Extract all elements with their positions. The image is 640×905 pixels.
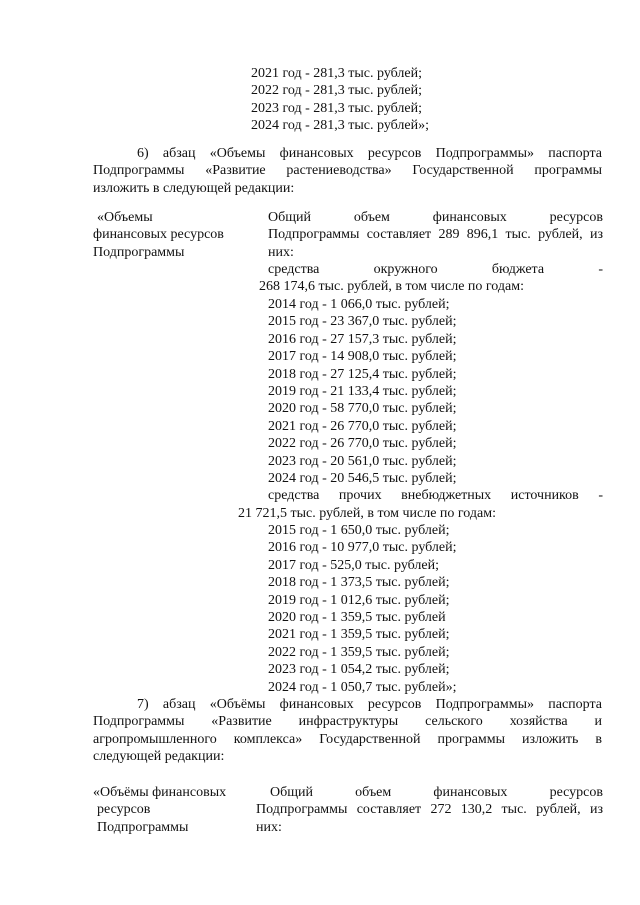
paragraph-6-line: изложить в следующей редакции:	[93, 180, 295, 196]
table-2-label-line: «Объёмы финансовых	[93, 785, 227, 800]
table-1-extra-amount	[238, 505, 603, 522]
table-1-year-line: 2017 год - 14 908,0 тыс. рублей;	[268, 349, 457, 365]
top-year-list	[251, 65, 429, 135]
table-2-intro-line: Общий объем финансовых ресурсов	[270, 785, 603, 800]
table-1-year-line: 2016 год - 10 977,0 тыс. рублей;	[268, 540, 457, 556]
table-1-year-line: 2015 год - 1 650,0 тыс. рублей;	[268, 523, 450, 538]
top-year-line: 2023 год - 281,3 тыс. рублей;	[251, 100, 423, 116]
table-1-district-line: средства окружного бюджета -	[268, 262, 603, 278]
table-1-intro-line: них:	[268, 244, 294, 260]
table-1-year-line: 2019 год - 1 012,6 тыс. рублей;	[268, 592, 450, 608]
table-2-intro-line: них:	[256, 819, 282, 835]
table-1-extra-years	[268, 522, 603, 696]
table-1-district-years	[268, 296, 603, 505]
table-1-district-line: 268 174,6 тыс. рублей, в том числе по годам:	[259, 279, 524, 294]
table-1-year-line: 2022 год - 26 770,0 тыс. рублей;	[268, 436, 457, 452]
table-1-year-line: 2016 год - 27 157,3 тыс. рублей;	[268, 331, 457, 347]
paragraph-6-line: Подпрограммы «Развитие растениеводства» Государственной программы	[93, 163, 602, 179]
table-1-intro-line: Подпрограммы составляет 289 896,1 тыс. рублей, из	[268, 227, 603, 243]
paragraph-6-line: 6) абзац «Объемы финансовых ресурсов Подпрограммы» паспорта	[137, 146, 602, 161]
table-1-year-line: 2024 год - 20 546,5 тыс. рублей;	[268, 471, 457, 487]
table-2-label-line: ресурсов	[97, 802, 151, 818]
top-year-line: 2024 год - 281,3 тыс. рублей»;	[251, 118, 430, 134]
table-1-label-cell	[93, 209, 253, 261]
table-1-district-amount	[259, 278, 605, 295]
finance-table-1	[93, 209, 603, 695]
paragraph-7	[93, 696, 602, 766]
table-1-year-line: 2018 год - 27 125,4 тыс. рублей;	[268, 366, 457, 382]
table-1-year-line: 2020 год - 58 770,0 тыс. рублей;	[268, 401, 457, 417]
table-1-year-line: 2017 год - 525,0 тыс. рублей;	[268, 557, 440, 573]
paragraph-7-line: Подпрограммы «Развитие инфраструктуры сельского хозяйства и	[93, 714, 602, 730]
table-1-label-line: финансовых ресурсов	[93, 227, 224, 243]
table-1-year-line: 2015 год - 23 367,0 тыс. рублей;	[268, 314, 457, 330]
table-2-intro-line: Подпрограммы составляет 272 130,2 тыс. рублей, из	[256, 802, 603, 818]
table-2-value-cell	[256, 784, 603, 836]
top-year-line: 2022 год - 281,3 тыс. рублей;	[251, 83, 423, 99]
table-1-year-line: 2020 год - 1 359,5 тыс. рублей	[268, 610, 446, 626]
finance-table-2	[93, 784, 603, 844]
table-1-year-line: 2022 год - 1 359,5 тыс. рублей;	[268, 644, 450, 660]
top-year-line: 2021 год - 281,3 тыс. рублей;	[251, 66, 423, 81]
table-1-extra-line: 21 721,5 тыс. рублей, в том числе по годам:	[238, 506, 496, 521]
paragraph-7-line: агропромышленного комплекса» Государственной программы изложить в	[93, 731, 602, 747]
table-2-label-cell	[93, 784, 243, 836]
paragraph-6	[93, 145, 602, 197]
table-1-extra-line: средства прочих внебюджетных источников -	[268, 488, 603, 504]
paragraph-7-line: 7) абзац «Объёмы финансовых ресурсов Подпрограммы» паспорта	[137, 697, 602, 712]
table-1-value-cell	[268, 209, 603, 279]
table-1-label-line: Подпрограммы	[93, 244, 185, 260]
paragraph-7-line: следующей редакции:	[93, 749, 225, 765]
table-1-year-line: 2023 год - 1 054,2 тыс. рублей;	[268, 662, 450, 678]
table-1-label-line: «Объемы	[97, 210, 153, 225]
table-1-year-line: 2019 год - 21 133,4 тыс. рублей;	[268, 384, 457, 400]
table-1-year-line: 2023 год - 20 561,0 тыс. рублей;	[268, 453, 457, 469]
table-1-year-line: 2018 год - 1 373,5 тыс. рублей;	[268, 575, 450, 591]
table-1-year-line: 2024 год - 1 050,7 тыс. рублей»;	[268, 679, 457, 695]
table-1-year-line: 2014 год - 1 066,0 тыс. рублей;	[268, 297, 450, 312]
table-1-intro-line: Общий объем финансовых ресурсов	[268, 210, 603, 225]
table-1-year-line: 2021 год - 26 770,0 тыс. рублей;	[268, 418, 457, 434]
table-2-label-line: Подпрограммы	[97, 819, 189, 835]
table-1-year-line: 2021 год - 1 359,5 тыс. рублей;	[268, 627, 450, 643]
